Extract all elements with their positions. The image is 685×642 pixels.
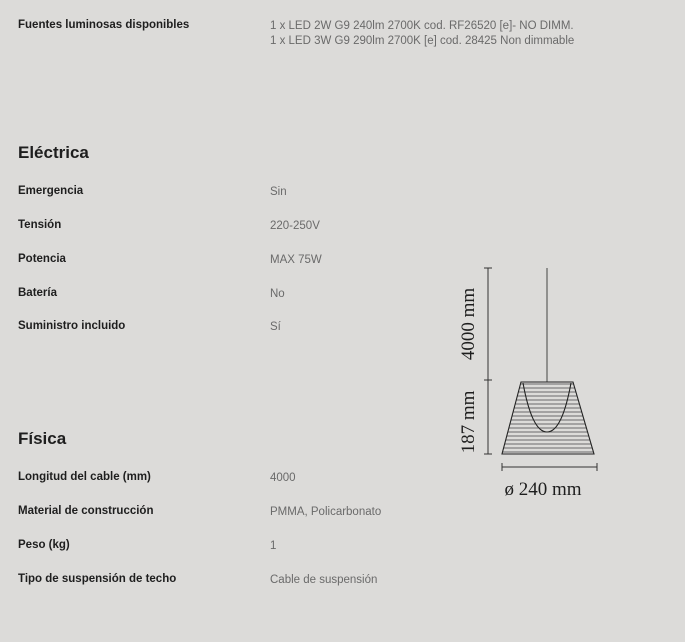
spec-value: Cable de suspensión — [270, 574, 378, 586]
spec-value: Sí — [270, 321, 281, 333]
spec-label: Emergencia — [18, 185, 84, 197]
spec-value: 4000 — [270, 472, 296, 484]
spec-label: Peso (kg) — [18, 539, 70, 551]
spec-row-tension — [18, 219, 438, 237]
spec-row-suministro — [18, 320, 438, 338]
spec-value-line-2: 1 x LED 3W G9 290lm 2700K [e] cod. 28425 Non dimmable — [270, 35, 575, 47]
spec-value: 220-250V — [270, 220, 320, 232]
spec-label: Batería — [18, 287, 57, 299]
height-label: 187 mm — [458, 390, 479, 454]
spec-row-longitud-cable — [18, 471, 438, 489]
spec-row-peso — [18, 539, 438, 557]
spec-label: Tensión — [18, 219, 62, 231]
spec-row-material — [18, 505, 438, 523]
diameter-label: ø 240 mm — [504, 479, 582, 500]
spec-value: No — [270, 288, 285, 300]
spec-value-line-1: 1 x LED 2W G9 240lm 2700K cod. RF26520 [e]- NO DIMM. — [270, 20, 574, 32]
spec-label: Tipo de suspensión de techo — [18, 573, 177, 585]
spec-value: 1 — [270, 540, 277, 552]
spec-row-suspension — [18, 573, 438, 591]
lamp-diffuser-curve — [523, 383, 571, 432]
spec-value: PMMA, Policarbonato — [270, 506, 382, 518]
spec-row-emergencia — [18, 185, 438, 203]
spec-label: Fuentes luminosas disponibles — [18, 19, 190, 31]
spec-row-bateria — [18, 287, 438, 305]
spec-label: Potencia — [18, 253, 66, 265]
spec-row-potencia — [18, 253, 438, 271]
lamp-dimension-diagram — [450, 260, 610, 510]
spec-value: Sin — [270, 186, 287, 198]
section-title-fisica: Física — [18, 429, 67, 448]
spec-value: MAX 75W — [270, 254, 322, 266]
spec-label: Material de construcción — [18, 505, 154, 517]
section-title-electrica: Eléctrica — [18, 143, 89, 162]
spec-row-fuentes — [18, 19, 575, 51]
spec-label: Longitud del cable (mm) — [18, 471, 151, 483]
spec-label: Suministro incluido — [18, 320, 126, 332]
cable-length-label: 4000 mm — [458, 287, 479, 361]
lamp-shade-outline — [502, 382, 594, 454]
